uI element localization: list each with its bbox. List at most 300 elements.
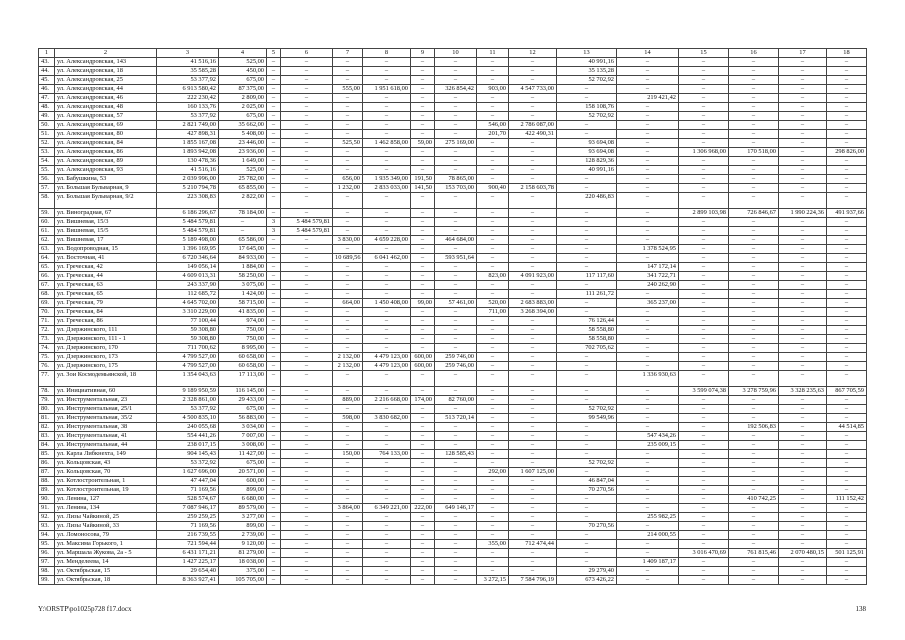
value-cell: 6 431 171,21 [157,549,219,558]
value-cell: – [779,344,827,353]
value-cell: – [411,459,435,468]
value-cell: 59,00 [411,139,435,148]
value-cell: – [779,175,827,184]
value-cell: 23 936,00 [219,148,267,157]
value-cell: – [267,290,281,299]
value-cell: – [411,236,435,245]
value-cell: – [509,67,557,76]
value-cell: – [435,148,477,157]
value-cell: – [333,112,363,121]
value-cell: – [557,130,617,139]
table-row [39,549,867,558]
table-row [39,103,867,112]
value-cell: – [827,103,867,112]
value-cell: – [363,193,411,209]
row-number-cell: 56. [39,175,55,184]
value-cell: – [281,254,333,263]
value-cell: – [509,290,557,299]
value-cell: – [557,236,617,245]
value-cell: – [779,148,827,157]
value-cell: 11 427,00 [219,450,267,459]
row-number-cell: 50. [39,121,55,130]
value-cell: – [267,335,281,344]
value-cell: – [267,85,281,94]
value-cell: – [779,522,827,531]
value-cell: 81 279,00 [219,549,267,558]
value-cell: – [729,396,779,405]
address-cell: ул. Александровская, 18 [55,67,157,76]
value-cell: 501 125,91 [827,549,867,558]
table-row [39,236,867,245]
value-cell: – [333,281,363,290]
value-cell: 1 409 187,17 [617,558,679,567]
value-cell: – [333,308,363,317]
value-cell: – [477,166,509,175]
value-cell: – [267,567,281,576]
address-cell: ул. Дзержинского, 173 [55,353,157,362]
value-cell: – [827,112,867,121]
value-cell: – [333,567,363,576]
row-number-cell: 69. [39,299,55,308]
value-cell: – [679,477,729,486]
value-cell: – [435,112,477,121]
value-cell: – [281,326,333,335]
table-row [39,157,867,166]
address-cell: ул. Греческая, 42 [55,263,157,272]
address-cell: ул. Водопроводная, 15 [55,245,157,254]
value-cell: – [363,94,411,103]
value-cell: – [679,540,729,549]
value-cell: – [435,522,477,531]
value-cell: 160 133,76 [157,103,219,112]
value-cell: – [281,450,333,459]
value-cell: – [509,58,557,67]
value-cell: – [363,531,411,540]
table-row [39,387,867,396]
value-cell: – [333,263,363,272]
value-cell: – [779,396,827,405]
value-cell: 1 893 942,08 [157,148,219,157]
value-cell: 41 835,00 [219,308,267,317]
value-cell: – [557,531,617,540]
value-cell: – [679,139,729,148]
value-cell: – [333,130,363,139]
value-cell: 58 558,80 [557,326,617,335]
value-cell: – [779,459,827,468]
value-cell: – [411,209,435,218]
value-cell: – [509,227,557,236]
value-cell: – [557,299,617,308]
address-cell: ул. Инструментальная, 38 [55,423,157,432]
value-cell: – [363,157,411,166]
address-cell: ул. Виноградная, 67 [55,209,157,218]
value-cell: – [477,76,509,85]
column-number-cell: 4 [219,49,267,58]
value-cell: – [557,308,617,317]
value-cell: – [679,531,729,540]
value-cell: 3 034,00 [219,423,267,432]
value-cell: – [333,459,363,468]
value-cell: – [411,121,435,130]
value-cell: – [779,513,827,522]
value-cell: – [281,504,333,513]
value-cell: – [679,362,729,371]
value-cell: – [509,281,557,290]
row-number-cell: 79. [39,396,55,405]
value-cell: – [281,362,333,371]
value-cell: 3 830,00 [333,236,363,245]
value-cell: 60 658,00 [219,353,267,362]
value-cell: – [333,468,363,477]
value-cell: 77 100,44 [157,317,219,326]
value-cell: 58 715,00 [219,299,267,308]
value-cell: – [281,290,333,299]
value-cell: – [411,148,435,157]
value-cell: 547 434,26 [617,432,679,441]
value-cell: – [779,326,827,335]
value-cell: – [411,567,435,576]
table-row [39,567,867,576]
value-cell: 149 056,14 [157,263,219,272]
value-cell: – [827,522,867,531]
value-cell: – [617,67,679,76]
value-cell: – [363,335,411,344]
value-cell: – [509,396,557,405]
value-cell: – [827,245,867,254]
value-cell: – [411,513,435,522]
value-cell: 673 426,22 [557,576,617,585]
table-row [39,85,867,94]
value-cell: – [679,405,729,414]
value-cell: – [281,263,333,272]
value-cell: – [617,166,679,175]
value-cell: – [617,576,679,585]
value-cell: – [219,218,267,227]
value-cell: – [617,549,679,558]
value-cell: 1 396 169,95 [157,245,219,254]
value-cell: – [477,353,509,362]
value-cell: – [679,326,729,335]
table-row [39,540,867,549]
value-cell: – [411,531,435,540]
value-cell: 764 133,00 [363,450,411,459]
value-cell: – [435,76,477,85]
value-cell: – [333,218,363,227]
value-cell: – [779,495,827,504]
table-row [39,362,867,371]
value-cell: – [779,540,827,549]
value-cell: 259 746,00 [435,362,477,371]
value-cell: 1 232,00 [333,184,363,193]
value-cell: – [679,513,729,522]
address-cell: ул. Зои Космодемьянской, 18 [55,371,157,387]
value-cell: – [477,432,509,441]
value-cell: – [729,353,779,362]
value-cell: – [435,281,477,290]
value-cell: – [509,317,557,326]
address-cell: ул. Греческая, 86 [55,317,157,326]
value-cell: – [827,353,867,362]
value-cell: – [617,58,679,67]
value-cell: – [435,371,477,387]
value-cell: – [679,157,729,166]
column-number-cell: 7 [333,49,363,58]
value-cell: – [281,468,333,477]
value-cell: – [477,450,509,459]
value-cell: 3 328 235,63 [779,387,827,396]
value-cell: 87 375,00 [219,85,267,94]
address-cell: ул. Дзержинского, 170 [55,344,157,353]
value-cell: – [729,121,779,130]
value-cell: – [557,245,617,254]
table-row [39,576,867,585]
value-cell: – [267,468,281,477]
value-cell: – [435,531,477,540]
value-cell: – [435,272,477,281]
value-cell: 7 007,00 [219,432,267,441]
value-cell: – [827,567,867,576]
value-cell: 761 815,46 [729,549,779,558]
value-cell: 2 822,00 [219,193,267,209]
row-number-cell: 88. [39,477,55,486]
value-cell: – [679,227,729,236]
value-cell: 711,00 [477,308,509,317]
value-cell: – [333,405,363,414]
value-cell: – [617,450,679,459]
value-cell: 5 210 794,78 [157,184,219,193]
value-cell: 158 108,76 [557,103,617,112]
value-cell: – [679,353,729,362]
value-cell: – [411,540,435,549]
value-cell: – [281,299,333,308]
value-cell: 410 742,25 [729,495,779,504]
value-cell: – [729,130,779,139]
value-cell: 2 070 480,15 [779,549,827,558]
value-cell: – [333,209,363,218]
address-cell: ул. Инструментальная, 23 [55,396,157,405]
value-cell: – [281,353,333,362]
value-cell: 58 558,80 [557,335,617,344]
row-number-cell: 65. [39,263,55,272]
value-cell: 298 826,00 [827,148,867,157]
value-cell: 5 484 579,81 [157,227,219,236]
value-cell: 222,00 [411,504,435,513]
value-cell: – [435,317,477,326]
value-cell: – [435,432,477,441]
table-row [39,326,867,335]
value-cell: 52 702,92 [557,112,617,121]
value-cell: – [333,166,363,175]
value-cell: – [617,139,679,148]
value-cell: – [617,468,679,477]
value-cell: – [827,76,867,85]
value-cell: 1 450 408,00 [363,299,411,308]
value-cell: 365 237,00 [617,299,679,308]
value-cell: – [617,193,679,209]
value-cell: – [363,387,411,396]
value-cell: – [557,504,617,513]
table-row [39,477,867,486]
value-cell: – [779,567,827,576]
value-cell: – [411,423,435,432]
value-cell: – [827,166,867,175]
value-cell: – [679,130,729,139]
value-cell: – [281,157,333,166]
table-row [39,423,867,432]
value-cell: – [281,495,333,504]
value-cell: 58 250,00 [219,272,267,281]
column-number-cell: 12 [509,49,557,58]
value-cell: – [617,227,679,236]
value-cell: 900,40 [477,184,509,193]
value-cell: – [679,495,729,504]
value-cell: – [509,193,557,209]
value-cell: – [281,130,333,139]
value-cell: – [827,504,867,513]
value-cell: – [333,157,363,166]
value-cell: – [411,166,435,175]
value-cell: 675,00 [219,112,267,121]
value-cell: 56 883,00 [219,414,267,423]
value-cell: – [435,245,477,254]
value-cell: – [679,567,729,576]
value-cell: – [333,477,363,486]
value-cell: – [509,335,557,344]
value-cell: – [827,263,867,272]
value-cell: 41 516,16 [157,58,219,67]
value-cell: 464 684,00 [435,236,477,245]
value-cell: – [729,459,779,468]
value-cell: – [267,67,281,76]
value-cell: – [827,531,867,540]
table-row [39,504,867,513]
row-number-cell: 87. [39,468,55,477]
value-cell: – [729,441,779,450]
value-cell: 1 990 224,36 [779,209,827,218]
value-cell: – [729,299,779,308]
value-cell: 78 865,00 [435,175,477,184]
value-cell: – [679,576,729,585]
value-cell: – [779,121,827,130]
value-cell: – [281,540,333,549]
value-cell: – [509,450,557,459]
value-cell: 598,00 [333,414,363,423]
value-cell: – [729,326,779,335]
value-cell: – [333,148,363,157]
value-cell: – [729,245,779,254]
row-number-cell: 43. [39,58,55,67]
value-cell: 52 702,92 [557,76,617,85]
table-row [39,353,867,362]
value-cell: – [267,254,281,263]
value-cell: – [267,281,281,290]
value-cell: – [679,414,729,423]
value-cell: – [779,450,827,459]
value-cell: – [729,486,779,495]
table-row [39,441,867,450]
value-cell: – [509,344,557,353]
address-cell: ул. Менделеева, 14 [55,558,157,567]
address-cell: ул. Ленина, 127 [55,495,157,504]
address-cell: ул. Вишневая, 15/5 [55,227,157,236]
value-cell: – [679,290,729,299]
value-cell: – [435,459,477,468]
row-number-cell: 92. [39,513,55,522]
value-cell: 2 328 861,00 [157,396,219,405]
value-cell: – [679,371,729,387]
value-cell: – [333,67,363,76]
value-cell: – [281,335,333,344]
row-number-cell: 83. [39,432,55,441]
value-cell: – [435,193,477,209]
value-cell: 823,00 [477,272,509,281]
value-cell: – [779,227,827,236]
value-cell: – [363,290,411,299]
value-cell: – [477,549,509,558]
value-cell: – [729,344,779,353]
value-cell: – [477,459,509,468]
value-cell: 29 654,40 [157,567,219,576]
value-cell: – [435,209,477,218]
value-cell: – [435,549,477,558]
value-cell: – [827,193,867,209]
value-cell: 191,50 [411,175,435,184]
value-cell: 6 186 296,67 [157,209,219,218]
value-cell: – [729,558,779,567]
value-cell: – [477,103,509,112]
value-cell: 1 649,00 [219,157,267,166]
value-cell: 222 230,42 [157,94,219,103]
value-cell: 2 039 996,00 [157,175,219,184]
value-cell: – [333,540,363,549]
row-number-cell: 74. [39,344,55,353]
value-cell: – [679,218,729,227]
value-cell: – [509,567,557,576]
value-cell: 4 500 835,10 [157,414,219,423]
value-cell: – [363,405,411,414]
value-cell: 4 479 123,00 [363,362,411,371]
value-cell: – [411,227,435,236]
value-cell: – [477,58,509,67]
table-row [39,139,867,148]
value-cell: – [557,184,617,193]
value-cell: – [679,85,729,94]
value-cell: 554 441,26 [157,432,219,441]
value-cell: – [411,450,435,459]
value-cell: – [827,362,867,371]
table-row [39,531,867,540]
address-cell: ул. Александровская, 57 [55,112,157,121]
value-cell: – [363,130,411,139]
value-cell: – [267,272,281,281]
value-cell: – [557,371,617,387]
value-cell: – [557,362,617,371]
value-cell: 84 933,00 [219,254,267,263]
value-cell: 903,00 [477,85,509,94]
value-cell: – [617,308,679,317]
value-cell: 35 662,00 [219,121,267,130]
value-cell: – [281,121,333,130]
value-cell: – [779,281,827,290]
value-cell: – [679,281,729,290]
value-cell: 2 683 883,00 [509,299,557,308]
row-number-cell: 96. [39,549,55,558]
address-cell: ул. Большая Бульварная, 9 [55,184,157,193]
value-cell: – [363,459,411,468]
value-cell: – [477,335,509,344]
value-cell: – [411,326,435,335]
value-cell: – [281,486,333,495]
